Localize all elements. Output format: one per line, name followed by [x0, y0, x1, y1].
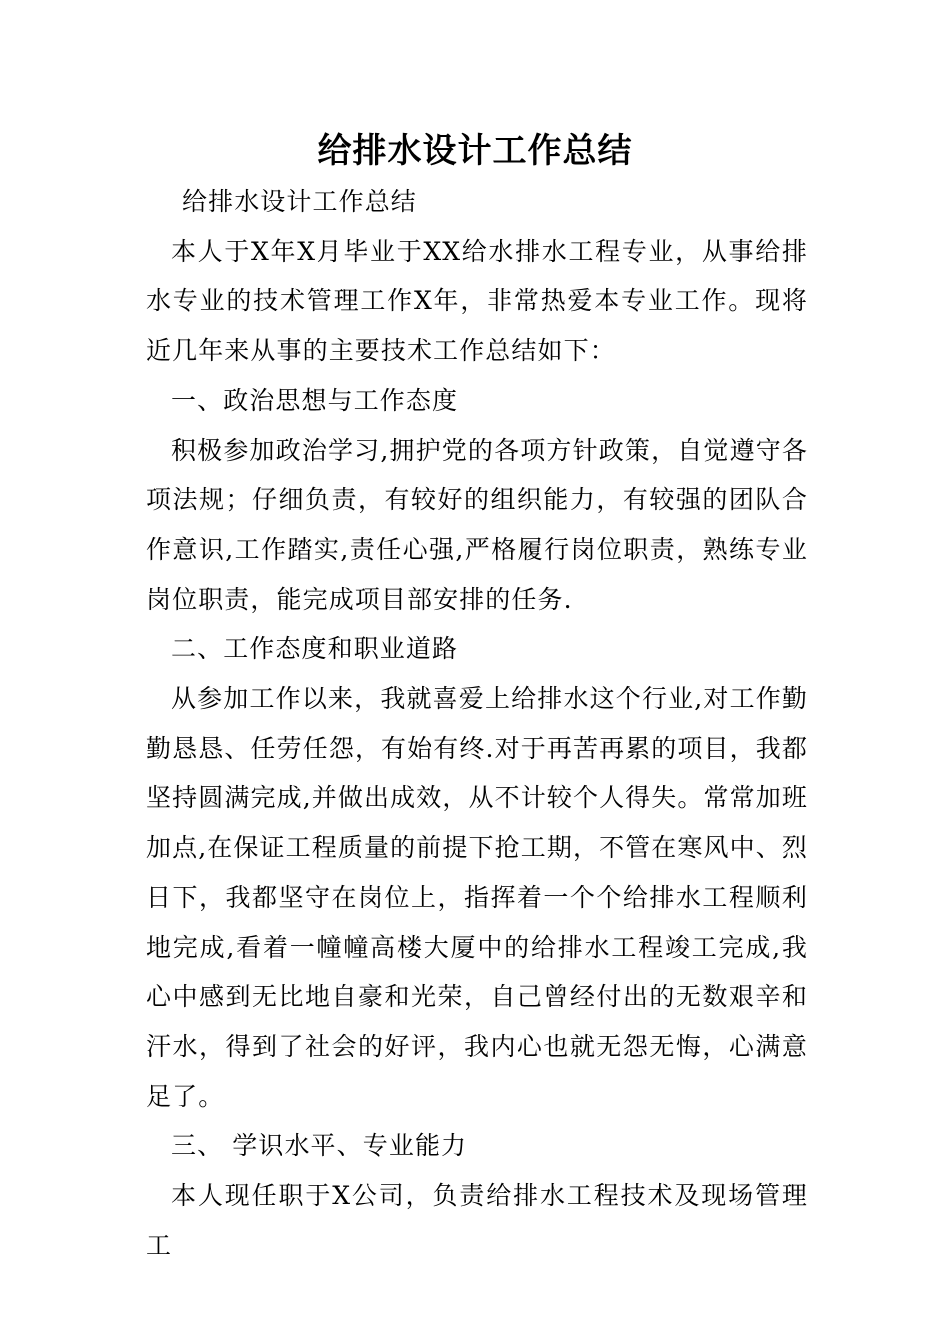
section-1-paragraph: 积极参加政治学习,拥护党的各项方针政策，自觉遵守各项法规；仔细负责，有较好的组织能力，有较强的团队合作意识,工作踏实,责任心强,严格履行岗位职责，熟练专业岗位职责，能完成项目部安排的任务. — [146, 435, 808, 614]
document-title: 给排水设计工作总结 — [317, 131, 633, 171]
intro-paragraph: 本人于X年X月毕业于XX给水排水工程专业，从事给排水专业的技术管理工作X年，非常热爱本专业工作。现将近几年来从事的主要技术工作总结如下： — [146, 236, 808, 366]
document-body — [146, 177, 808, 1270]
section-2-paragraph: 从参加工作以来，我就喜爱上给排水这个行业,对工作勤勤恳恳、任劳任怨，有始有终.对于再苦再累的项目，我都坚持圆满完成,并做出成效，从不计较个人得失。常常加班加点,在保证工程质量的前提下抢工期，不管在寒风中、烈日下，我都坚守在岗位上，指挥着一个个给排水工程顺利地完成,看着一幢幢高楼大厦中的给排水工程竣工完成,我心中感到无比地自豪和光荣，自己曾经付出的无数艰辛和汗水，得到了社会的好评，我内心也就无怨无悔，心满意足了。 — [146, 684, 808, 1111]
subtitle-paragraph: 给排水设计工作总结 — [182, 187, 417, 216]
section-heading-1: 一、政治思想与工作态度 — [171, 385, 459, 415]
section-3-paragraph: 本人现任职于X公司，负责给排水工程技术及现场管理工 — [146, 1181, 808, 1260]
section-heading-2: 二、工作态度和职业道路 — [171, 634, 459, 664]
section-heading-3: 三、 学识水平、专业能力 — [171, 1131, 468, 1161]
